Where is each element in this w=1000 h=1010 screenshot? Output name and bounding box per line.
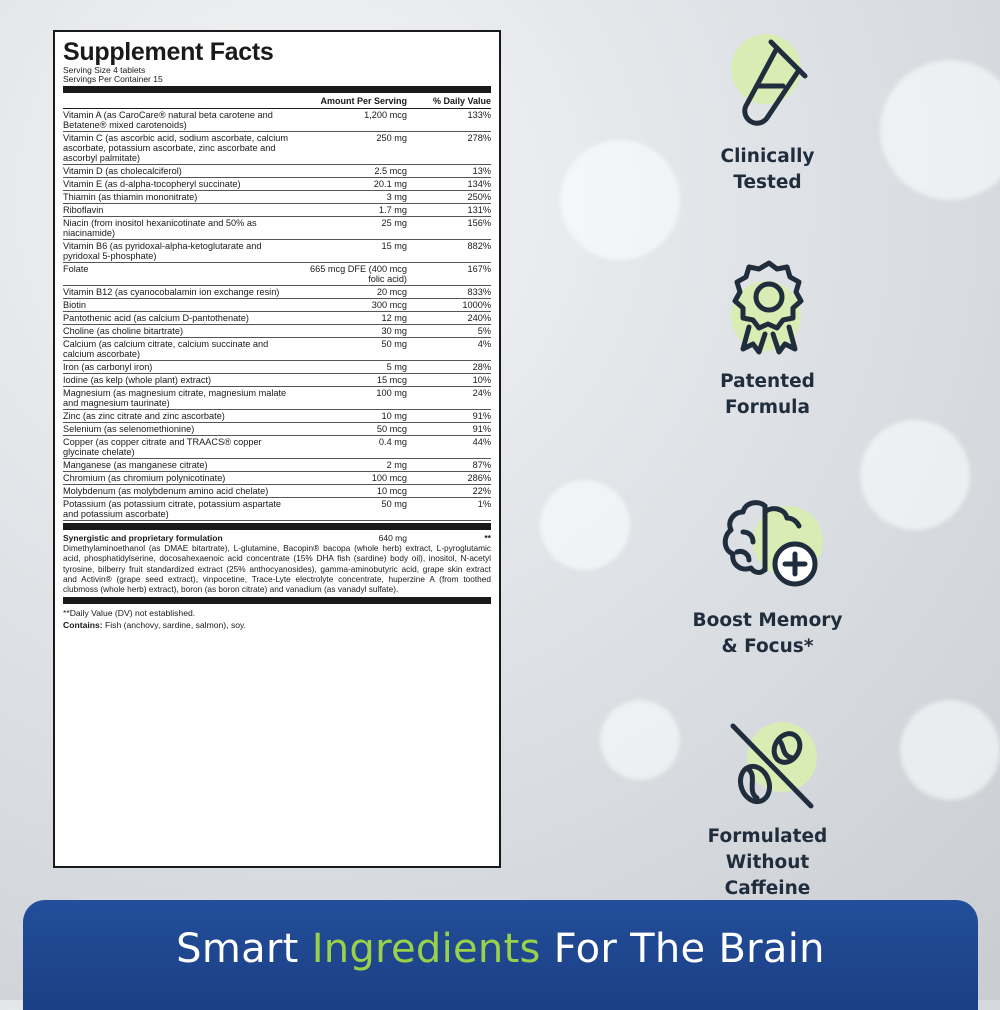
nutrient-row	[63, 191, 491, 204]
dv-column-header: % Daily Value	[432, 96, 491, 106]
banner-text-part2: For The Brain	[540, 926, 825, 972]
nutrient-dv: 240%	[467, 313, 491, 323]
nutrient-dv: 4%	[477, 339, 491, 349]
nutrient-amount: 1.7 mg	[378, 205, 407, 215]
banner-text-part1: Smart	[176, 926, 312, 972]
test-tube-icon	[713, 28, 823, 138]
bokeh-light	[880, 60, 1000, 200]
bokeh-light	[600, 700, 680, 780]
nutrient-amount: 15 mg	[381, 241, 407, 251]
nutrient-row	[63, 299, 491, 312]
nutrient-name: Iron (as carbonyl iron)	[63, 362, 153, 372]
nutrient-name: Biotin	[63, 300, 86, 310]
supplement-facts-panel	[53, 30, 501, 868]
nutrient-row	[63, 423, 491, 436]
nutrient-row	[63, 217, 491, 240]
nutrient-row	[63, 312, 491, 325]
nutrient-dv: 134%	[467, 179, 491, 189]
nutrient-amount: 30 mg	[381, 326, 407, 336]
nutrient-amount: 50 mg	[381, 499, 407, 509]
nutrient-amount: 10 mg	[381, 411, 407, 421]
nutrient-amount: 665 mcg DFE (400 mcg folic acid)	[309, 264, 407, 284]
divider-thick	[63, 597, 491, 604]
nutrient-name: Vitamin A (as CaroCare® natural beta carotene and Betatene® mixed carotenoids)	[63, 110, 273, 130]
amount-column-header: Amount Per Serving	[320, 96, 407, 106]
badge-patented-formula	[680, 255, 855, 421]
badge-label-line1: Boost Memory	[692, 610, 843, 631]
facts-title: Supplement Facts	[63, 38, 274, 66]
nutrient-dv: 250%	[467, 192, 491, 202]
nutrient-dv: 131%	[467, 205, 491, 215]
nutrient-amount: 3 mg	[386, 192, 407, 202]
nutrient-amount: 50 mcg	[376, 424, 407, 434]
nutrient-amount: 250 mg	[376, 133, 407, 143]
divider-thick	[63, 86, 491, 93]
nutrient-dv: 22%	[472, 486, 491, 496]
nutrient-row	[63, 286, 491, 299]
nutrient-row	[63, 485, 491, 498]
badge-without-caffeine	[680, 718, 855, 902]
nutrient-row	[63, 361, 491, 374]
award-ribbon-icon	[713, 255, 823, 365]
facts-rows	[63, 109, 491, 521]
nutrient-name: Manganese (as manganese citrate)	[63, 460, 208, 470]
nutrient-name: Vitamin C (as ascorbic acid, sodium ascorbate, calcium ascorbate, potassium ascorbate, zinc ascorbate and ascorbyl palmitate)	[63, 133, 289, 163]
serving-size: Serving Size 4 tablets	[63, 65, 146, 75]
nutrient-name: Copper (as copper citrate and TRAACS® copper glycinate chelate)	[63, 437, 262, 457]
nutrient-name: Chromium (as chromium polynicotinate)	[63, 473, 226, 483]
nutrient-row	[63, 240, 491, 263]
banner-headline	[23, 926, 978, 972]
nutrient-name: Vitamin B6 (as pyridoxal-alpha-ketoglutarate and pyridoxal 5-phosphate)	[63, 241, 262, 261]
brain-plus-icon	[713, 492, 823, 602]
blend-header	[63, 530, 491, 543]
nutrient-row	[63, 374, 491, 387]
nutrient-dv: 133%	[467, 110, 491, 120]
nutrient-row	[63, 387, 491, 410]
nutrient-row	[63, 498, 491, 521]
nutrient-amount: 10 mcg	[376, 486, 407, 496]
bokeh-light	[540, 480, 630, 570]
nutrient-amount: 12 mg	[381, 313, 407, 323]
nutrient-row	[63, 204, 491, 217]
nutrient-dv: 91%	[472, 411, 491, 421]
nutrient-amount: 50 mg	[381, 339, 407, 349]
nutrient-name: Niacin (from inositol hexanicotinate and 50% as niacinamide)	[63, 218, 257, 238]
bokeh-light	[560, 140, 680, 260]
nutrient-row	[63, 109, 491, 132]
nutrient-row	[63, 472, 491, 485]
bokeh-light	[860, 420, 970, 530]
nutrient-row	[63, 338, 491, 361]
blend-amount: 640 mg	[378, 533, 407, 543]
badge-boost-memory	[680, 492, 855, 660]
divider-thick	[63, 523, 491, 530]
nutrient-dv: 10%	[472, 375, 491, 385]
bottom-banner	[23, 900, 978, 1010]
nutrient-amount: 300 mcg	[371, 300, 407, 310]
nutrient-amount: 2 mg	[386, 460, 407, 470]
facts-column-header	[63, 93, 491, 109]
nutrient-dv: 24%	[472, 388, 491, 398]
contains-line	[63, 619, 491, 631]
contains-text: Fish (anchovy, sardine, salmon), soy.	[105, 620, 247, 631]
nutrient-name: Selenium (as selenomethionine)	[63, 424, 195, 434]
nutrient-dv: 286%	[467, 473, 491, 483]
nutrient-name: Magnesium (as magnesium citrate, magnesium malate and magnesium taurinate)	[63, 388, 287, 408]
bokeh-light	[900, 700, 1000, 800]
nutrient-name: Folate	[63, 264, 89, 274]
nutrient-dv: 91%	[472, 424, 491, 434]
nutrient-dv: 1%	[477, 499, 491, 509]
nutrient-row	[63, 263, 491, 286]
nutrient-name: Iodine (as kelp (whole plant) extract)	[63, 375, 212, 385]
nutrient-name: Riboflavin	[63, 205, 104, 215]
badge-label-line1: Patented	[720, 371, 815, 392]
blend-name: Synergistic and proprietary formulation	[63, 533, 223, 543]
nutrient-dv: 87%	[472, 460, 491, 470]
nutrient-row	[63, 325, 491, 338]
nutrient-amount: 25 mg	[381, 218, 407, 228]
badge-clinically-tested	[680, 28, 855, 196]
nutrient-dv: 833%	[467, 287, 491, 297]
nutrient-amount: 1,200 mcg	[364, 110, 407, 120]
badge-label-line2: Formula	[725, 397, 810, 418]
nutrient-amount: 15 mcg	[376, 375, 407, 385]
nutrient-row	[63, 165, 491, 178]
servings-per-container: Servings Per Container 15	[63, 74, 163, 84]
nutrient-row	[63, 436, 491, 459]
nutrient-amount: 100 mcg	[371, 473, 407, 483]
nutrient-amount: 2.5 mcg	[374, 166, 407, 176]
badge-label-line2: Without Caffeine	[724, 852, 811, 899]
blend-dv: **	[484, 533, 491, 543]
nutrient-dv: 13%	[472, 166, 491, 176]
nutrient-name: Vitamin E (as d-alpha-tocopheryl succinate)	[63, 179, 241, 189]
badge-label-line2: & Focus*	[721, 636, 814, 657]
nutrient-name: Molybdenum (as molybdenum amino acid chelate)	[63, 486, 269, 496]
nutrient-dv: 44%	[472, 437, 491, 447]
nutrient-amount: 20 mcg	[376, 287, 407, 297]
nutrient-dv: 28%	[472, 362, 491, 372]
nutrient-name: Zinc (as zinc citrate and zinc ascorbate)	[63, 411, 225, 421]
nutrient-name: Thiamin (as thiamin mononitrate)	[63, 192, 198, 202]
nutrient-amount: 5 mg	[386, 362, 407, 372]
nutrient-name: Vitamin B12 (as cyanocobalamin ion exchange resin)	[63, 287, 280, 297]
nutrient-name: Vitamin D (as cholecalciferol)	[63, 166, 182, 176]
nutrient-amount: 100 mg	[376, 388, 407, 398]
nutrient-row	[63, 410, 491, 423]
nutrient-dv: 882%	[467, 241, 491, 251]
nutrient-name: Choline (as choline bitartrate)	[63, 326, 184, 336]
nutrient-row	[63, 459, 491, 472]
banner-text-highlight: Ingredients	[311, 926, 541, 972]
badge-label-line2: Tested	[733, 172, 802, 193]
nutrient-amount: 0.4 mg	[378, 437, 407, 447]
nutrient-dv: 156%	[467, 218, 491, 228]
nutrient-dv: 1000%	[462, 300, 491, 310]
nutrient-name: Calcium (as calcium citrate, calcium succinate and calcium ascorbate)	[63, 339, 269, 359]
badge-label-line1: Formulated	[707, 826, 828, 847]
contains-label: Contains:	[63, 620, 103, 631]
blend-ingredients: Dimethylaminoethanol (as DMAE bitartrate), L-glutamine, Bacopin® bacopa (whole herb) extract, L-pyroglutamic acid, phosphatidylserine, docosahexaenoic acid concentrate (15% DHA fish (sardine) body oil), inositol, N-acetyl tyrosine, bilberry fruit standardized extract (25% anthocyanosides), gamma-aminobutyric acid, grape skin extract and Activin® (grape seed extract), vinpocetine, Trace-Lyte electrolyte concentrate, huperzine A (from toothed clubmoss (whole herb) extract), boron (as boron citrate) and vanadium (as vanadyl sulfate).	[63, 543, 491, 595]
badge-label-line1: Clinically	[720, 146, 815, 167]
nutrient-name: Potassium (as potassium citrate, potassium aspartate and potassium ascorbate)	[63, 499, 282, 519]
nutrient-amount: 20.1 mg	[373, 179, 407, 189]
nutrient-dv: 5%	[477, 326, 491, 336]
nutrient-row	[63, 132, 491, 165]
no-coffee-bean-icon	[713, 718, 823, 828]
footnote: **Daily Value (DV) not established.	[63, 608, 196, 619]
nutrient-row	[63, 178, 491, 191]
nutrient-dv: 278%	[467, 133, 491, 143]
nutrient-dv: 167%	[467, 264, 491, 274]
nutrient-name: Pantothenic acid (as calcium D-pantothenate)	[63, 313, 249, 323]
